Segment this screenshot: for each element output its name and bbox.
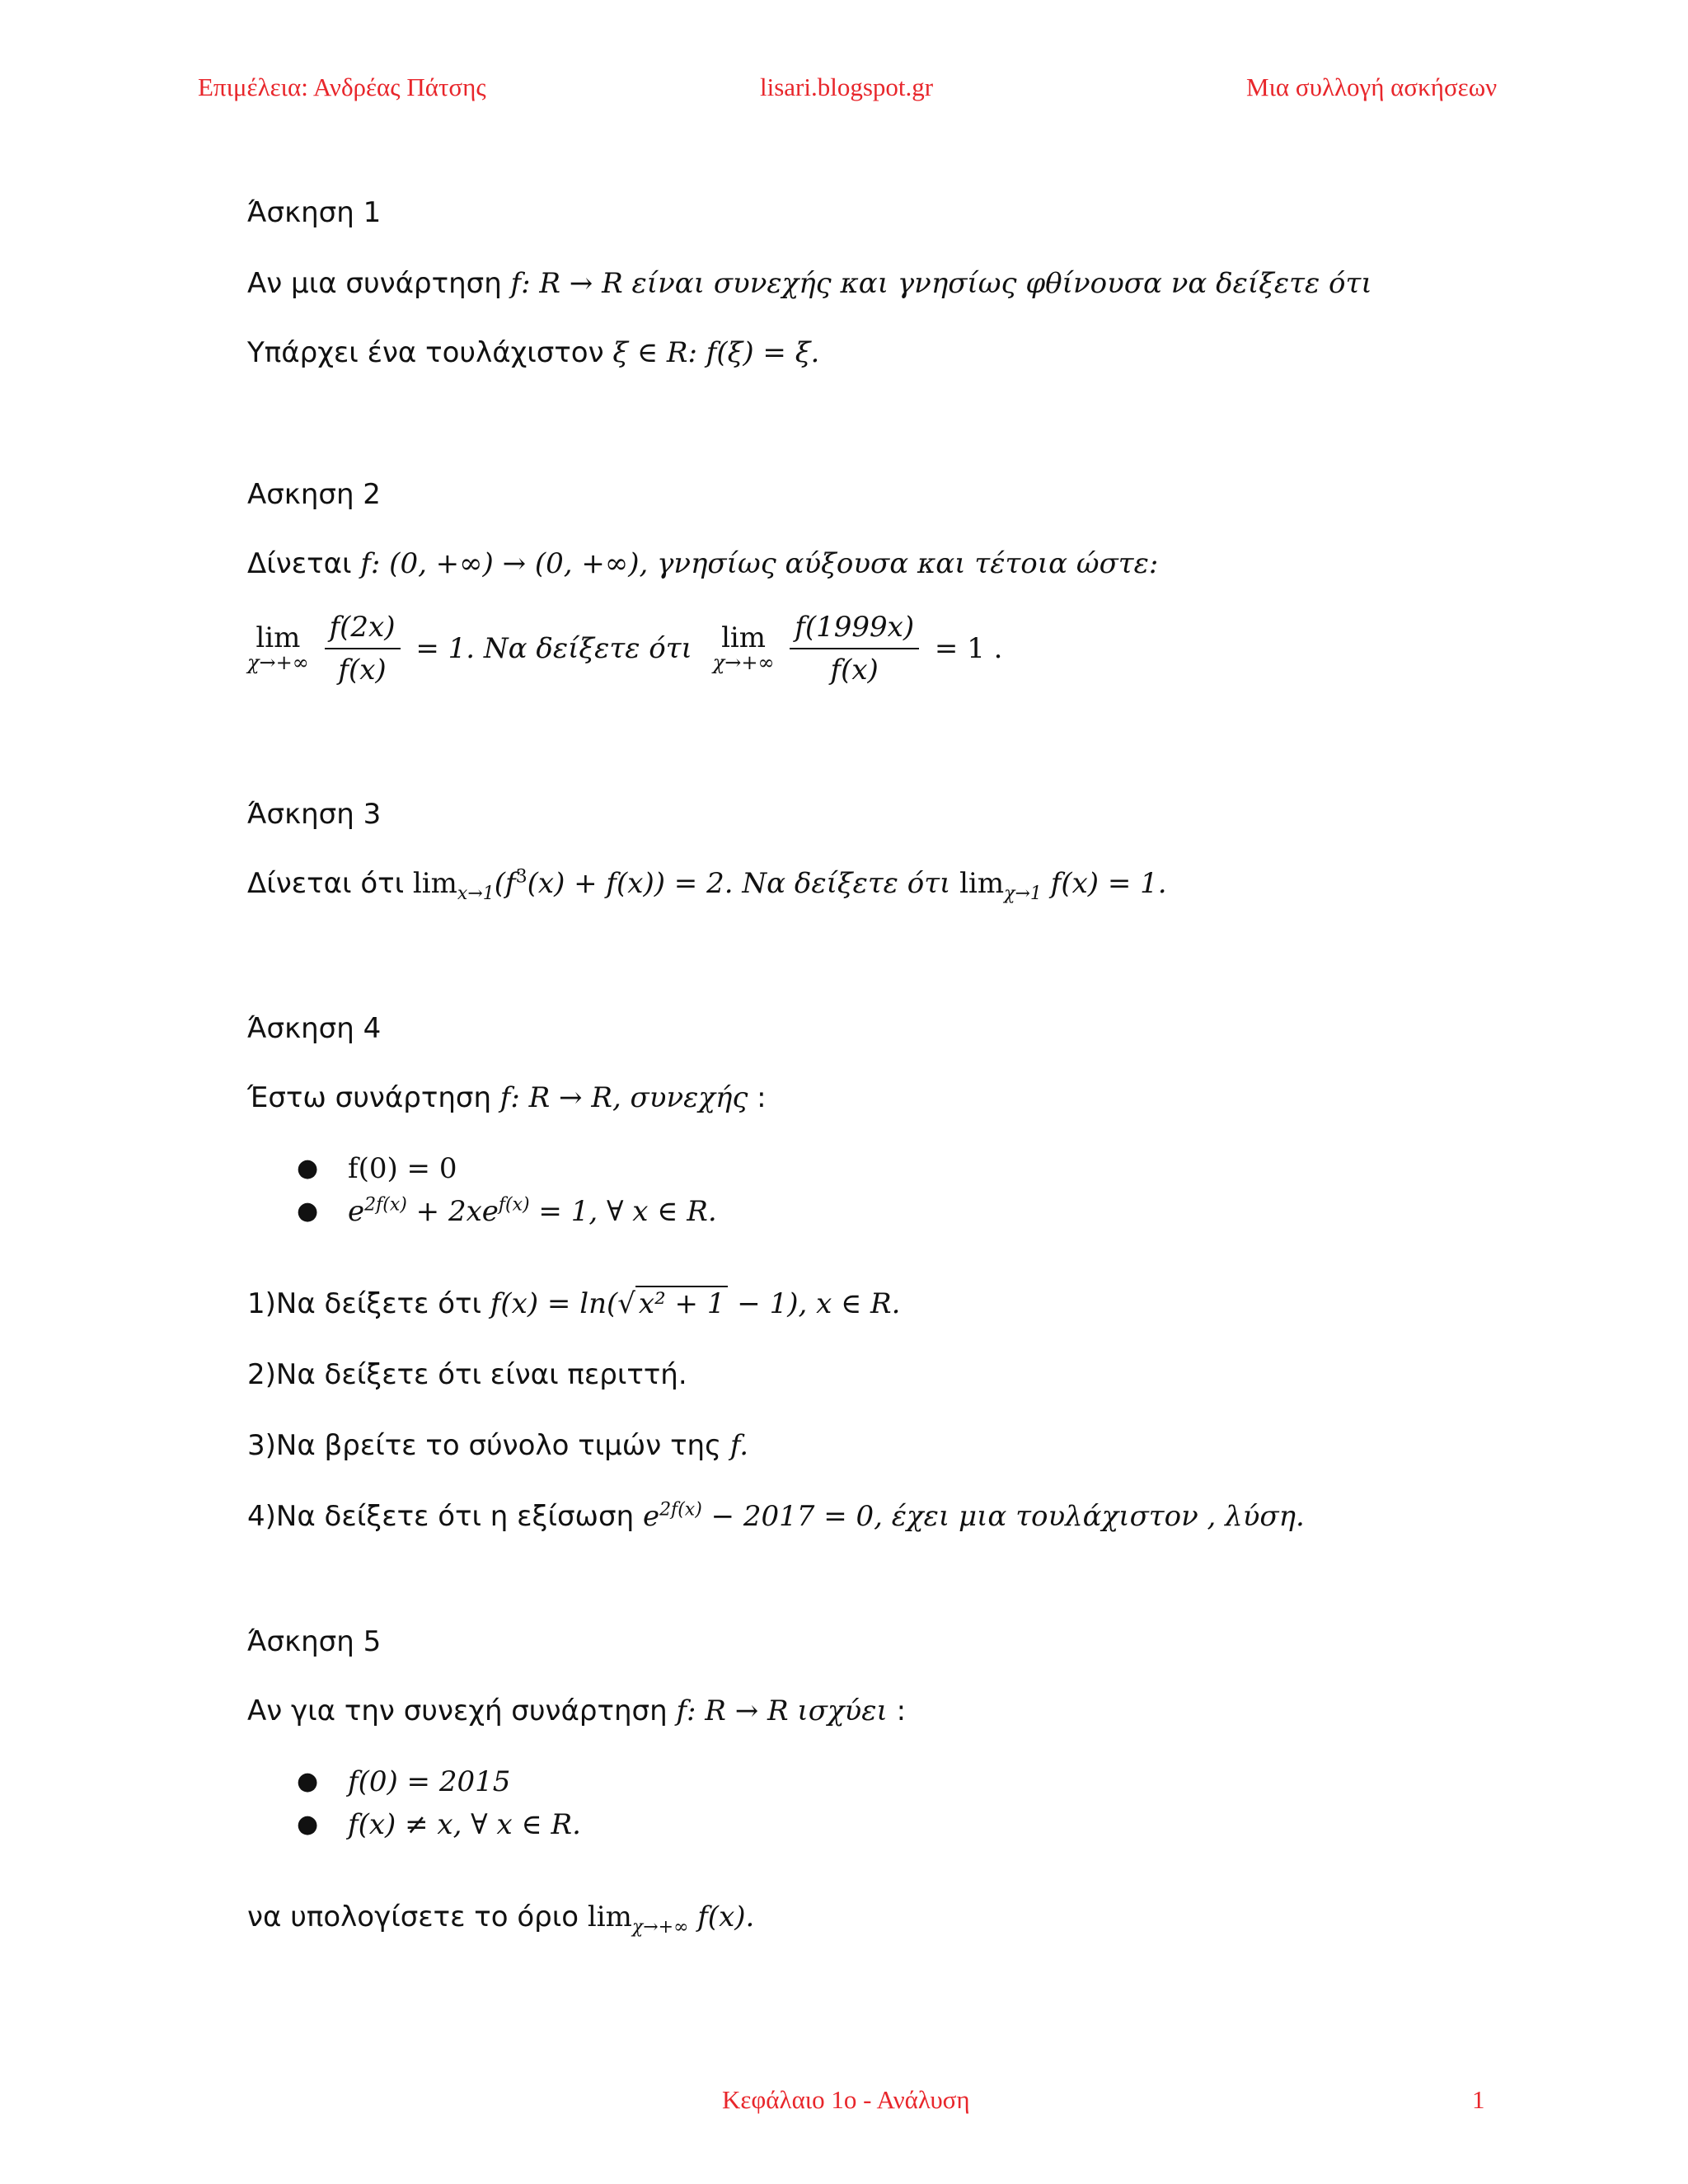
exercise-2-line-1: Δίνεται f: (0, +∞) → (0, +∞), γνησίως αύξουσα και τέτοια ώστε:	[247, 547, 1159, 580]
exercise-2-limit-statement: lim χ→+∞ $\frac{f(2x)}{f(x)}$ = 1. Να δείξετε ότι lim χ→+∞ $\frac{f(1999x)}{f(x)}$ = 1 .	[247, 607, 1002, 691]
bullet-icon: ●	[297, 1154, 319, 1183]
exercise-3-line-1: Δίνεται ότι $\lim_{x\to 1}(f^3(x) + f(x)) = 2$. Να δείξετε ότι $\lim_{\chi\to 1} f(x) = 1$.	[247, 866, 1167, 904]
header-site-link[interactable]: lisari.blogspot.gr	[760, 73, 934, 101]
exercise-3-title: Άσκηση 3	[247, 798, 382, 831]
fraction-2: $\frac{f(1999x)}{f(x)}$	[790, 607, 919, 691]
exercise-5-title: Άσκηση 5	[247, 1625, 382, 1658]
bullet-icon: ●	[297, 1810, 319, 1839]
exercise-5-question: να υπολογίσετε το όριο $\lim_{\chi\to+\infty} f(x)$.	[247, 1900, 755, 1938]
exercise-4-question-3: 3)Να βρείτε το σύνολο τιμών της f.	[247, 1429, 749, 1462]
bullet-icon: ●	[297, 1197, 319, 1226]
bullet-icon: ●	[297, 1767, 319, 1796]
exercise-4-line-1: Έστω συνάρτηση f: R → R, συνεχής :	[247, 1081, 767, 1114]
fraction-1: $\frac{f(2x)}{f(x)}$	[325, 607, 401, 691]
exercise-4-question-2: 2)Να δείξετε ότι είναι περιττή.	[247, 1358, 687, 1391]
exercise-4-title: Άσκηση 4	[247, 1012, 382, 1045]
exercise-1-title: Άσκηση 1	[247, 196, 382, 229]
exercise-1-line-1: Αν μια συνάρτηση f: R → R είναι συνεχής και γνησίως φθίνουσα να δείξετε ότι	[247, 267, 1372, 300]
page-number: 1	[1472, 2085, 1485, 2114]
header-collection: Μια συλλογή ασκήσεων	[1246, 73, 1498, 101]
exercise-4-question-4: 4)Να δείξετε ότι η εξίσωση $e^{2f(x)} - 2017 = 0$, έχει μια τουλάχιστον , λύση.	[247, 1499, 1305, 1533]
exercise-1-line-2: Υπάρχει ένα τουλάχιστον ξ ∈ R: f(ξ) = ξ.	[247, 336, 820, 369]
exercise-2-title: Ασκηση 2	[247, 478, 381, 511]
limit-2: lim χ→+∞	[712, 621, 775, 674]
exercise-4-question-1: 1)Να δείξετε ότι f(x) = ln(√ x² + 1 − 1), x ∈ R.	[247, 1287, 901, 1320]
footer-chapter: Κεφάλαιο 1ο - Ανάλυση	[722, 2085, 970, 2114]
header-author: Επιμέλεια: Ανδρέας Πάτσης	[198, 73, 486, 101]
exercise-5-line-1: Αν για την συνεχή συνάρτηση f: R → R ισχύει :	[247, 1694, 907, 1727]
limit-1: lim χ→+∞	[247, 621, 309, 674]
